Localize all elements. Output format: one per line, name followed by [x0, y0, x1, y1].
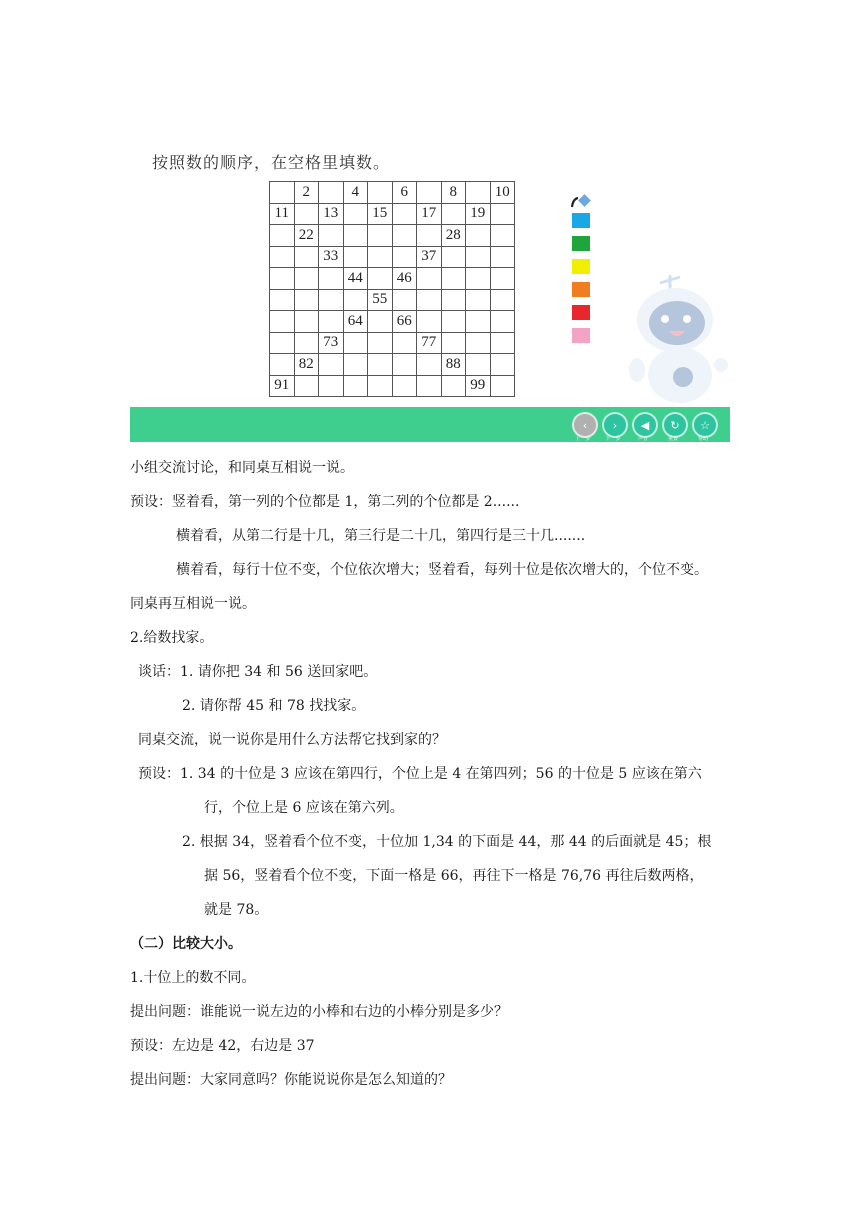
grid-cell[interactable] — [392, 332, 417, 354]
grid-row — [270, 375, 515, 397]
grid-cell[interactable] — [319, 311, 344, 333]
grid-cell[interactable] — [294, 332, 319, 354]
grid-cell[interactable] — [319, 225, 344, 247]
grid-cell[interactable]: 11 — [270, 203, 295, 225]
grid-cell[interactable] — [270, 225, 295, 247]
grid-cell[interactable]: 99 — [466, 375, 491, 397]
grid-row — [270, 225, 515, 247]
grid-cell[interactable] — [319, 354, 344, 376]
grid-cell[interactable]: 37 — [417, 246, 442, 268]
grid-cell[interactable] — [490, 332, 515, 354]
color-swatch[interactable] — [572, 213, 590, 228]
grid-cell[interactable] — [466, 246, 491, 268]
toolbar-button-label: 声音 — [637, 436, 648, 442]
grid-cell[interactable] — [392, 225, 417, 247]
robot-mascot-icon — [625, 275, 730, 405]
grid-cell[interactable] — [490, 225, 515, 247]
grid-cell[interactable] — [417, 268, 442, 290]
grid-cell[interactable] — [490, 268, 515, 290]
paragraph-line: 预设：竖着看，第一列的个位都是 1，第二列的个位都是 2...... — [130, 494, 520, 510]
grid-cell[interactable]: 2 — [294, 182, 319, 204]
instruction-text: 按照数的顺序，在空格里填数。 — [152, 153, 391, 172]
grid-cell[interactable] — [343, 225, 368, 247]
grid-cell[interactable] — [441, 203, 466, 225]
grid-cell[interactable] — [368, 225, 393, 247]
grid-cell[interactable] — [343, 375, 368, 397]
color-swatch[interactable] — [572, 236, 590, 251]
grid-cell[interactable] — [270, 332, 295, 354]
grid-cell[interactable] — [392, 375, 417, 397]
grid-cell[interactable]: 19 — [466, 203, 491, 225]
grid-row — [270, 268, 515, 290]
grid-cell[interactable] — [368, 182, 393, 204]
grid-cell[interactable] — [490, 246, 515, 268]
grid-cell[interactable] — [417, 182, 442, 204]
grid-cell[interactable]: 88 — [441, 354, 466, 376]
paragraph-line: 提出问题：大家同意吗？你能说说你是怎么知道的？ — [130, 1072, 452, 1088]
grid-row — [270, 311, 515, 333]
grid-cell[interactable] — [441, 246, 466, 268]
grid-cell[interactable] — [392, 203, 417, 225]
grid-cell[interactable] — [270, 289, 295, 311]
grid-cell[interactable]: 73 — [319, 332, 344, 354]
grid-cell[interactable]: 17 — [417, 203, 442, 225]
grid-cell[interactable]: 64 — [343, 311, 368, 333]
grid-cell[interactable] — [392, 289, 417, 311]
grid-cell[interactable] — [270, 182, 295, 204]
grid-cell[interactable] — [392, 246, 417, 268]
grid-cell[interactable]: 66 — [392, 311, 417, 333]
grid-row — [270, 289, 515, 311]
grid-cell[interactable] — [294, 375, 319, 397]
paragraph-line: 就是 78。 — [204, 902, 269, 918]
grid-cell[interactable]: 44 — [343, 268, 368, 290]
courseware-screenshot — [130, 130, 730, 442]
grid-cell[interactable] — [392, 354, 417, 376]
grid-cell[interactable] — [490, 203, 515, 225]
grid-cell[interactable] — [466, 182, 491, 204]
grid-cell[interactable] — [417, 311, 442, 333]
grid-cell[interactable] — [490, 289, 515, 311]
grid-cell[interactable] — [417, 354, 442, 376]
grid-cell[interactable] — [270, 354, 295, 376]
grid-cell[interactable] — [343, 203, 368, 225]
grid-cell[interactable] — [343, 289, 368, 311]
grid-cell[interactable] — [294, 268, 319, 290]
grid-cell[interactable] — [490, 354, 515, 376]
toolbar-button-label: 上一步 — [575, 436, 591, 442]
grid-cell[interactable]: 8 — [441, 182, 466, 204]
paragraph-line: 行，个位上是 6 应该在第六列。 — [204, 800, 404, 816]
grid-cell[interactable] — [270, 311, 295, 333]
grid-cell[interactable] — [466, 354, 491, 376]
grid-cell[interactable] — [294, 289, 319, 311]
section-heading: （二）比较大小。 — [130, 936, 242, 952]
grid-row — [270, 182, 515, 204]
toolbar-button-label: 重置 — [667, 436, 678, 442]
grid-cell[interactable] — [294, 203, 319, 225]
grid-cell[interactable]: 46 — [392, 268, 417, 290]
paragraph-line: 预设：1. 34 的十位是 3 应该在第四行，个位上是 4 在第四列；56 的十位是 5 应该在第六 — [138, 766, 702, 782]
grid-cell[interactable]: 4 — [343, 182, 368, 204]
paragraph-line: 横着看，每行十位不变，个位依次增大；竖着看，每列十位是依次增大的，个位不变。 — [176, 562, 708, 578]
paragraph-line: 提出问题：谁能说一说左边的小棒和右边的小棒分别是多少？ — [130, 1004, 508, 1020]
paragraph-line: 同桌交流，说一说你是用什么方法帮它找到家的？ — [138, 732, 446, 748]
paragraph-line: 小组交流讨论，和同桌互相说一说。 — [130, 460, 354, 476]
grid-cell[interactable] — [270, 246, 295, 268]
grid-row — [270, 246, 515, 268]
grid-row — [270, 203, 515, 225]
grid-cell[interactable] — [368, 332, 393, 354]
paragraph-line: 横着看，从第二行是十几，第三行是二十几，第四行是三十几....... — [176, 528, 586, 544]
grid-cell[interactable] — [343, 332, 368, 354]
grid-cell[interactable]: 6 — [392, 182, 417, 204]
section-heading: 2.给数找家。 — [130, 630, 214, 646]
grid-cell[interactable] — [466, 311, 491, 333]
grid-cell[interactable] — [270, 268, 295, 290]
color-palette — [570, 193, 594, 351]
color-swatch[interactable] — [572, 305, 590, 320]
grid-cell[interactable] — [466, 332, 491, 354]
grid-cell[interactable] — [441, 375, 466, 397]
grid-cell[interactable]: 33 — [319, 246, 344, 268]
paragraph-line: 谈话：1. 请你把 34 和 56 送回家吧。 — [138, 664, 378, 680]
prev-icon[interactable]: ‹ — [572, 412, 598, 438]
pen-icon[interactable] — [570, 193, 594, 213]
star-icon[interactable]: ☆ — [692, 412, 718, 438]
grid-cell[interactable] — [368, 311, 393, 333]
grid-cell[interactable] — [490, 375, 515, 397]
grid-cell[interactable] — [441, 332, 466, 354]
grid-cell[interactable] — [466, 268, 491, 290]
sound-icon[interactable]: ◀ — [632, 412, 658, 438]
section-heading: 1.十位上的数不同。 — [130, 970, 256, 986]
grid-cell[interactable] — [417, 225, 442, 247]
grid-cell[interactable]: 15 — [368, 203, 393, 225]
grid-cell[interactable] — [294, 246, 319, 268]
grid-cell[interactable] — [441, 311, 466, 333]
grid-cell[interactable] — [441, 289, 466, 311]
grid-cell[interactable]: 10 — [490, 182, 515, 204]
grid-cell[interactable] — [368, 268, 393, 290]
grid-cell[interactable]: 82 — [294, 354, 319, 376]
grid-cell[interactable]: 22 — [294, 225, 319, 247]
paragraph-line: 2. 请你帮 45 和 78 找找家。 — [182, 698, 366, 714]
grid-cell[interactable] — [490, 311, 515, 333]
grid-cell[interactable] — [417, 375, 442, 397]
grid-row — [270, 332, 515, 354]
grid-cell[interactable] — [466, 225, 491, 247]
hundred-chart — [269, 181, 515, 397]
grid-cell[interactable] — [319, 289, 344, 311]
grid-row — [270, 354, 515, 376]
color-swatch[interactable] — [572, 328, 590, 343]
paragraph-line: 预设：左边是 42，右边是 37 — [130, 1038, 315, 1054]
toolbar-button-label: 下一步 — [605, 436, 621, 442]
grid-cell[interactable] — [319, 182, 344, 204]
grid-cell[interactable] — [466, 289, 491, 311]
grid-cell[interactable]: 13 — [319, 203, 344, 225]
color-swatch[interactable] — [572, 259, 590, 274]
grid-cell[interactable] — [294, 311, 319, 333]
toolbar-button-label: 帮助 — [697, 436, 708, 442]
grid-cell[interactable] — [441, 268, 466, 290]
reset-icon[interactable]: ↻ — [662, 412, 688, 438]
color-swatch[interactable] — [572, 282, 590, 297]
grid-cell[interactable]: 77 — [417, 332, 442, 354]
grid-cell[interactable]: 55 — [368, 289, 393, 311]
paragraph-line: 同桌再互相说一说。 — [130, 596, 256, 612]
grid-cell[interactable] — [368, 246, 393, 268]
next-icon[interactable]: › — [602, 412, 628, 438]
paragraph-line: 据 56，竖着看个位不变，下面一格是 66，再往下一格是 76,76 再往后数两格， — [204, 868, 704, 884]
grid-cell[interactable] — [319, 375, 344, 397]
grid-cell[interactable] — [343, 354, 368, 376]
grid-cell[interactable] — [368, 375, 393, 397]
grid-cell[interactable]: 28 — [441, 225, 466, 247]
grid-cell[interactable]: 91 — [270, 375, 295, 397]
grid-cell[interactable] — [343, 246, 368, 268]
grid-cell[interactable] — [417, 289, 442, 311]
grid-cell[interactable] — [319, 268, 344, 290]
grid-cell[interactable] — [368, 354, 393, 376]
paragraph-line: 2. 根据 34，竖着看个位不变，十位加 1,34 的下面是 44，那 44 的后面就是 45；根 — [182, 834, 712, 850]
courseware-toolbar — [130, 407, 730, 442]
